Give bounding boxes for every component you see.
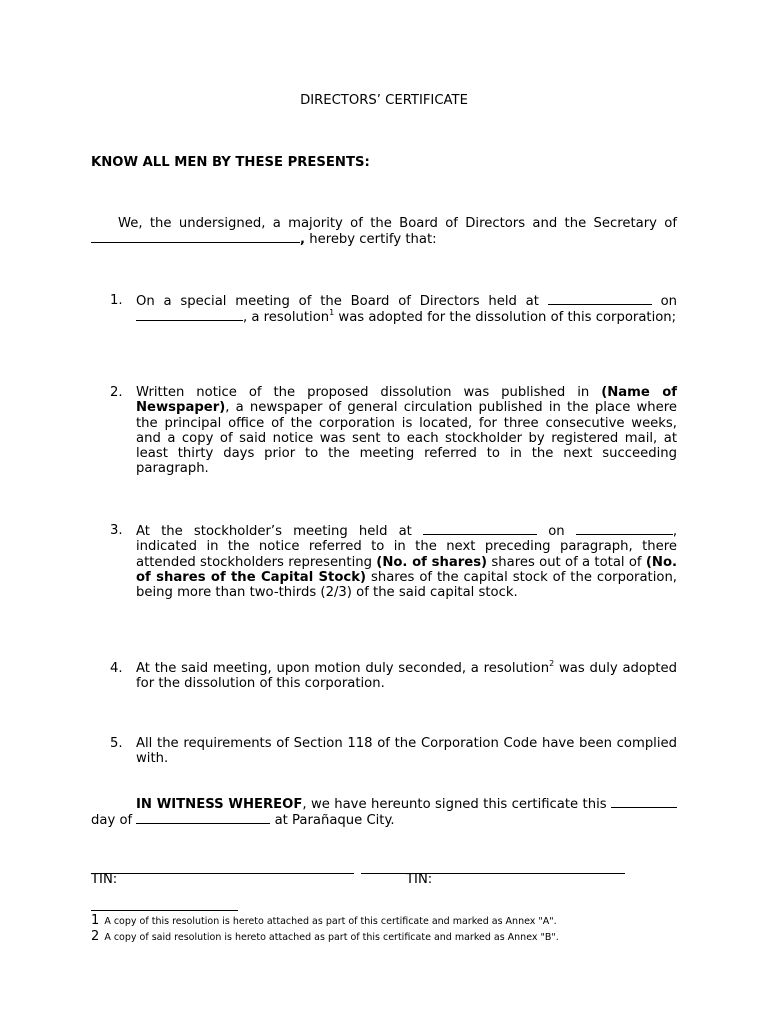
- witness-paragraph: IN WITNESS WHEREOF, we have hereunto signed this certificate this day of at Parañaque City.: [91, 796, 677, 829]
- stockholders-meeting-date-blank: [576, 523, 673, 535]
- list-item-5: 5. All the requirements of Section 118 of the Corporation Code have been complied with.: [110, 736, 677, 767]
- corporation-name-blank: [91, 231, 300, 243]
- list-item-3: 3. At the stockholder’s meeting held at on , indicated in the notice referred to in the next preceding paragraph, there attended stockholders representing (No. of shares) shares out of a total of (No. of shares of the Capital Stock) shares of the capital stock of the corporation, being more than two-thirds (2/3) of the said capital stock.: [110, 523, 678, 601]
- signature-line-left: [91, 873, 354, 874]
- footnote-separator: [91, 910, 238, 911]
- preamble-heading: KNOW ALL MEN BY THESE PRESENTS:: [91, 155, 370, 170]
- footnote-2: 2 A copy of said resolution is hereto attached as part of this certificate and marked as Annex "B".: [91, 929, 559, 944]
- month-year-blank: [136, 812, 270, 824]
- list-item-4: 4. At the said meeting, upon motion duly seconded, a resolution$^2$ was duly adopted for the dissolution of this corporation.: [110, 658, 677, 692]
- signature-line-right: [361, 873, 625, 874]
- intro-paragraph: We, the undersigned, a majority of the Board of Directors and the Secretary of , hereby certify that:: [91, 216, 677, 248]
- stockholders-meeting-place-blank: [423, 523, 537, 535]
- meeting-place-blank: [548, 293, 652, 305]
- tin-label-right: TIN:: [406, 872, 433, 887]
- list-item-1: 1. On a special meeting of the Board of Directors held at on , a resolution$^1$ was adopted for the dissolution of this corporation;: [110, 293, 677, 326]
- document-title: DIRECTORS’ CERTIFICATE: [300, 93, 468, 108]
- tin-label-left: TIN:: [91, 872, 118, 887]
- list-item-2: 2. Written notice of the proposed dissolution was published in (Name of Newspaper), a newspaper of general circulation published in the place where the principal office of the corporation is located, for three consecutive weeks, and a copy of said notice was sent to each stockholder by registered mail, at least thirty days prior to the meeting referred to in the next succeeding paragraph.: [110, 385, 677, 477]
- meeting-date-blank: [136, 309, 243, 321]
- day-blank: [611, 796, 677, 808]
- footnote-1: 1 A copy of this resolution is hereto attached as part of this certificate and marked as Annex "A".: [91, 913, 557, 928]
